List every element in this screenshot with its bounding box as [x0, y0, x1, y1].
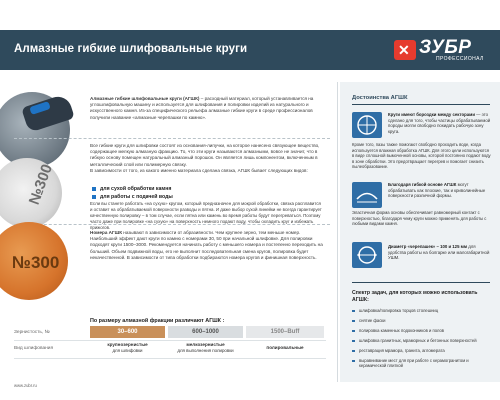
disc-type-list — [92, 185, 173, 201]
tasks-title: Спектр задач, для которых можно использовать АГШК: — [352, 290, 478, 303]
use-cell: крупнозернистые для шлифовки — [107, 342, 148, 353]
row-separator — [14, 340, 326, 341]
logo-text: ЗУБР — [419, 37, 472, 58]
grit-cell: 600–1000 — [168, 326, 243, 338]
diameter-icon — [352, 242, 382, 268]
disc-grooves-icon — [352, 112, 382, 138]
list-item: снятие фаски — [352, 318, 494, 323]
tasks-list — [352, 308, 494, 373]
grit-cell: 30–600 — [90, 326, 165, 338]
numbering-paragraph — [90, 230, 325, 261]
feature-flexible-detail: Эластичная форма основы обеспечивает равномерный контакт с поверхностью, благодаря чему круги можно применять для работы с любыми видами камня. — [352, 210, 487, 227]
composition-paragraph — [90, 143, 325, 174]
header-banner — [0, 30, 500, 70]
bullet-icon — [92, 195, 96, 199]
feature-flexible: Благодаря гибкой основе АГШК могут обрабатывать как плоские, так и криволинейные поверхности различной формы. — [388, 182, 486, 199]
flexible-base-icon — [352, 182, 382, 208]
feature-grooves: Круги имеют бороздки между секторами — это сделано для того, чтобы частицы обрабатываемой породы могли свободно покидать рабочую зону круга. — [388, 112, 491, 134]
row-separator — [14, 358, 326, 359]
use-cell: полировальные — [266, 345, 304, 350]
brand-logo — [394, 36, 486, 64]
page-title: Алмазные гибкие шлифовальные круги — [14, 43, 248, 55]
numbering-text: называют в зависимости от абразивности. Чем крупнее зерно, тем меньше номер. Наибольший эффект дают круги по камню с номерами 30, 50 при начальной шлифовке. Для полировки подходят круги 1500–3000. Рекомендуется начинать работу с меньшего номера и постепенно переходить на больший. Объем подвижной воды, его не выполнит последовательная смена кругов, полировка будет некачественной. В зависимости от типа обработки подбираются номера кругов и финишная поверхность. — [90, 230, 323, 260]
list-item: выравнивание мест для при работе с керамогранитом и керамической плиткой — [352, 358, 494, 369]
list-item: шлифовка гранитных, мраморных и бетонных поверхностей — [352, 338, 494, 343]
advantages-title: Достоинства АГШК — [352, 95, 408, 101]
list-item: шлифовка/полировка торцов столешниц — [352, 308, 494, 313]
numbering-bold: Номера АГШК — [90, 230, 122, 235]
disc-number-label: №300 — [12, 253, 60, 272]
intro-paragraph — [90, 96, 325, 121]
feature-grooves-detail: Кроме того, пазы также помогают свободно проходить воде, когда используется влажная обработка АГШК. Для этого цели используются в виде сплошной вымоченной основы, которой постоянно подают воду в зоне обработки. Это предотвращает перегрев и помогает снизить пылеобразование. — [352, 142, 491, 170]
warning-note: Если вы станете работать «на сухую» кругом, который предназначен для мокрой обработки, связка расплавится и оставит на обрабатываемой поверхности разводы и пятна. И даже выбор сухой линейки не всегда гарантирует качественную полировку – в том случае, если пятна или камень во время работы будут перегреваться. Поэтому часто даже при полировке «на сухую» на поверхность немного подают воду, чтобы охладить круг и избежать прижогов. — [90, 201, 322, 230]
logo-badge-icon: ✕ — [394, 40, 416, 60]
list-item: реставрация мрамора, гранита, агломерата — [352, 348, 494, 353]
intro-bold: Алмазные гибкие шлифовальные круги (АГШК) — [90, 96, 200, 101]
title-rule — [352, 104, 490, 105]
section-divider — [14, 138, 330, 139]
footer-url: www.zubr.ru — [14, 383, 37, 388]
intro-text: – расходный материал, который устанавливается на углошлифовальную машину и используется для шлифования и полировки изделий из натурального и искусственного камня. Из-за специфического рельефа алмазные гибкие круги в среде профессионалов получили название «алмазные черепашки по камню». — [90, 96, 314, 120]
column-divider — [337, 82, 338, 382]
advantages-panel — [340, 82, 500, 382]
composition-text-b: В зависимости от того, из какого именно материала сделана связка, АГШК бывает следующих видов: — [90, 167, 308, 173]
use-cell: мелкозернистые для выполнения полировки — [177, 342, 234, 353]
section-rule — [352, 282, 490, 283]
logo-subtitle: ПРОФЕССИОНАЛ — [436, 56, 484, 62]
feature-diameter: Диаметр «черепашек» – 100 и 125 мм для удобства работы на болгарке или малогабаритной УШМ. — [388, 244, 490, 261]
list-item: для работы с подачей воды — [92, 193, 173, 201]
table-title: По размеру алмазной фракции различают АГШК : — [90, 318, 225, 324]
row-label-use: Вид шлифования — [14, 346, 54, 351]
list-item: полировка каменных подоконников и полов — [352, 328, 494, 333]
section-divider — [14, 224, 330, 225]
bullet-icon — [92, 187, 96, 191]
grit-cell: 1500–Buff — [246, 326, 324, 338]
composition-text: Все гибкие круги для шлифовки состоят из основания-липучки, на которое нанесено связующее вещество, содержащее мелкую алмазную фракцию. То, что эти круги называются алмазными, вовсе не значит, что в гибкую основу помещен натуральный алмазный порошок. Он является лишь компонентом, включенным в металлический слой или полимерную связку. — [90, 143, 320, 167]
list-item: для сухой обработки камня — [92, 185, 173, 193]
disc-number-label: №300 — [25, 161, 57, 208]
row-label-grit: Зернистость, № — [14, 330, 50, 335]
